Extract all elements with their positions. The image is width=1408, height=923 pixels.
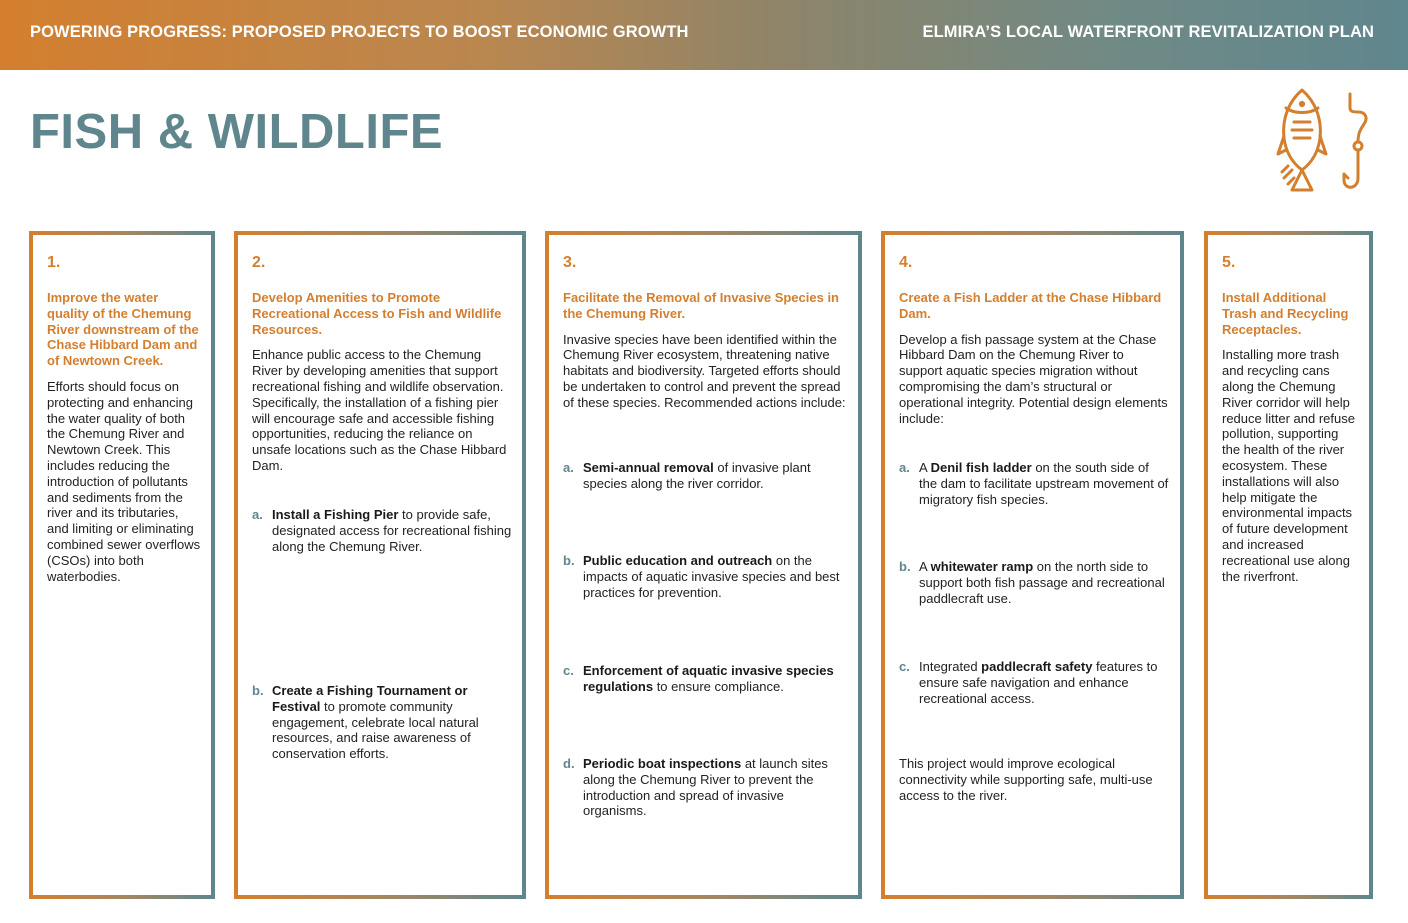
list-item-bold: Denil fish ladder bbox=[930, 460, 1032, 475]
list-item-bold: paddlecraft safety bbox=[981, 659, 1093, 674]
list-item-bold: Enforcement of aquatic invasive species regulations bbox=[583, 663, 834, 694]
project-heading: Improve the water quality of the Chemung River downstream of the Chase Hibbard Dam and of Newtown Creek. bbox=[47, 290, 199, 369]
list-item: c. Integrated paddlecraft safety features to ensure safe navigation and enhance recreational access. bbox=[899, 659, 1158, 706]
list-item-bold: Create a Fishing Tournament or Festival bbox=[272, 683, 468, 714]
project-description: Develop a fish passage system at the Chase Hibbard Dam on the Chemung River to support aquatic species migration without compromising the dam’s structural or operational integrity. Potential design elements include: bbox=[899, 331, 1168, 426]
list-item: b. Create a Fishing Tournament or Festival to promote community engagement, celebrate local natural resources, and raise awareness of conservation efforts. bbox=[252, 683, 479, 762]
list-item: b. Public education and outreach on the impacts of aquatic invasive species and best practices for prevention. bbox=[563, 553, 840, 600]
project-description: Invasive species have been identified within the Chemung River ecosystem, threatening native habitats and biodiversity. Targeted efforts should be undertaken to control and prevent the spread of these species. Recommended actions include: bbox=[563, 331, 846, 410]
project-heading: Facilitate the Removal of Invasive Species in the Chemung River. bbox=[563, 290, 839, 321]
header-banner bbox=[0, 0, 1408, 70]
list-item: c. Enforcement of aquatic invasive species regulations to ensure compliance. bbox=[563, 663, 834, 694]
project-number: 4. bbox=[899, 254, 913, 271]
project-number: 5. bbox=[1222, 254, 1236, 271]
list-letter: b. bbox=[252, 683, 264, 698]
project-description: Enhance public access to the Chemung River by developing amenities that support recreational fishing and wildlife observation. Specifically, the installation of a fishing pier will encourage safe and accessible fishing opportunities, reducing the reliance on unsafe locations such as the Chase Hibbard Dam. bbox=[252, 347, 507, 473]
project-number: 1. bbox=[47, 254, 61, 271]
list-item-bold: whitewater ramp bbox=[930, 559, 1034, 574]
page-title: FISH & WILDLIFE bbox=[30, 105, 444, 159]
list-letter: a. bbox=[563, 460, 574, 475]
section-title: POWERING PROGRESS: PROPOSED PROJECTS TO BOOST ECONOMIC GROWTH bbox=[30, 23, 689, 41]
project-closing-statement: This project would improve ecological connectivity while supporting safe, multi-use access to the river. bbox=[899, 756, 1153, 803]
list-item-bold: Semi-annual removal bbox=[583, 460, 714, 475]
project-number: 3. bbox=[563, 254, 577, 271]
document-title: ELMIRA’S LOCAL WATERFRONT REVITALIZATION PLAN bbox=[922, 23, 1374, 41]
project-card-1 bbox=[29, 231, 215, 899]
list-letter: a. bbox=[252, 507, 263, 522]
project-description: Efforts should focus on protecting and enhancing the water quality of both the Chemung River and Newtown Creek. This includes reducing the introduction of pollutants and sediments from the river and its tributaries, and limiting or eliminating combined sewer overflows (CSOs) into both waterbodies. bbox=[47, 378, 201, 584]
list-letter: c. bbox=[899, 659, 910, 674]
fish-and-hook-icon bbox=[1274, 86, 1378, 196]
project-card-3 bbox=[545, 231, 862, 899]
project-card-2 bbox=[234, 231, 526, 899]
list-item: a. Install a Fishing Pier to provide safe, designated access for recreational fishing along the Chemung River. bbox=[252, 507, 512, 554]
list-letter: b. bbox=[899, 559, 911, 574]
list-item-bold: Periodic boat inspections bbox=[583, 756, 742, 771]
list-item-bold: Install a Fishing Pier bbox=[272, 507, 399, 522]
list-item-bold: Public education and outreach bbox=[583, 553, 773, 568]
list-letter: c. bbox=[563, 663, 574, 678]
list-item: a. A Denil fish ladder on the south side of the dam to facilitate upstream movement of migratory fish species. bbox=[899, 460, 1169, 507]
list-letter: a. bbox=[899, 460, 910, 475]
list-item: b. A whitewater ramp on the north side to support both fish passage and recreational paddlecraft use. bbox=[899, 559, 1165, 606]
project-heading: Create a Fish Ladder at the Chase Hibbard Dam. bbox=[899, 290, 1162, 321]
project-heading: Develop Amenities to Promote Recreational Access to Fish and Wildlife Resources. bbox=[252, 290, 502, 337]
project-number: 2. bbox=[252, 254, 266, 271]
list-letter: d. bbox=[563, 756, 575, 771]
list-letter: b. bbox=[563, 553, 575, 568]
project-heading: Install Additional Trash and Recycling Receptacles. bbox=[1222, 290, 1349, 337]
list-item: a. Semi-annual removal of invasive plant species along the river corridor. bbox=[563, 460, 811, 491]
project-description: Installing more trash and recycling cans along the Chemung River corridor will help reduce litter and refuse pollution, supporting the health of the river ecosystem. These installations will also help mitigate the environmental impacts of future development and increased recreational use along the riverfront. bbox=[1222, 347, 1355, 584]
project-card-5 bbox=[1204, 231, 1373, 899]
project-card-4 bbox=[881, 231, 1184, 899]
list-item: d. Periodic boat inspections at launch sites along the Chemung River to prevent the introduction and spread of invasive organisms. bbox=[563, 756, 828, 819]
